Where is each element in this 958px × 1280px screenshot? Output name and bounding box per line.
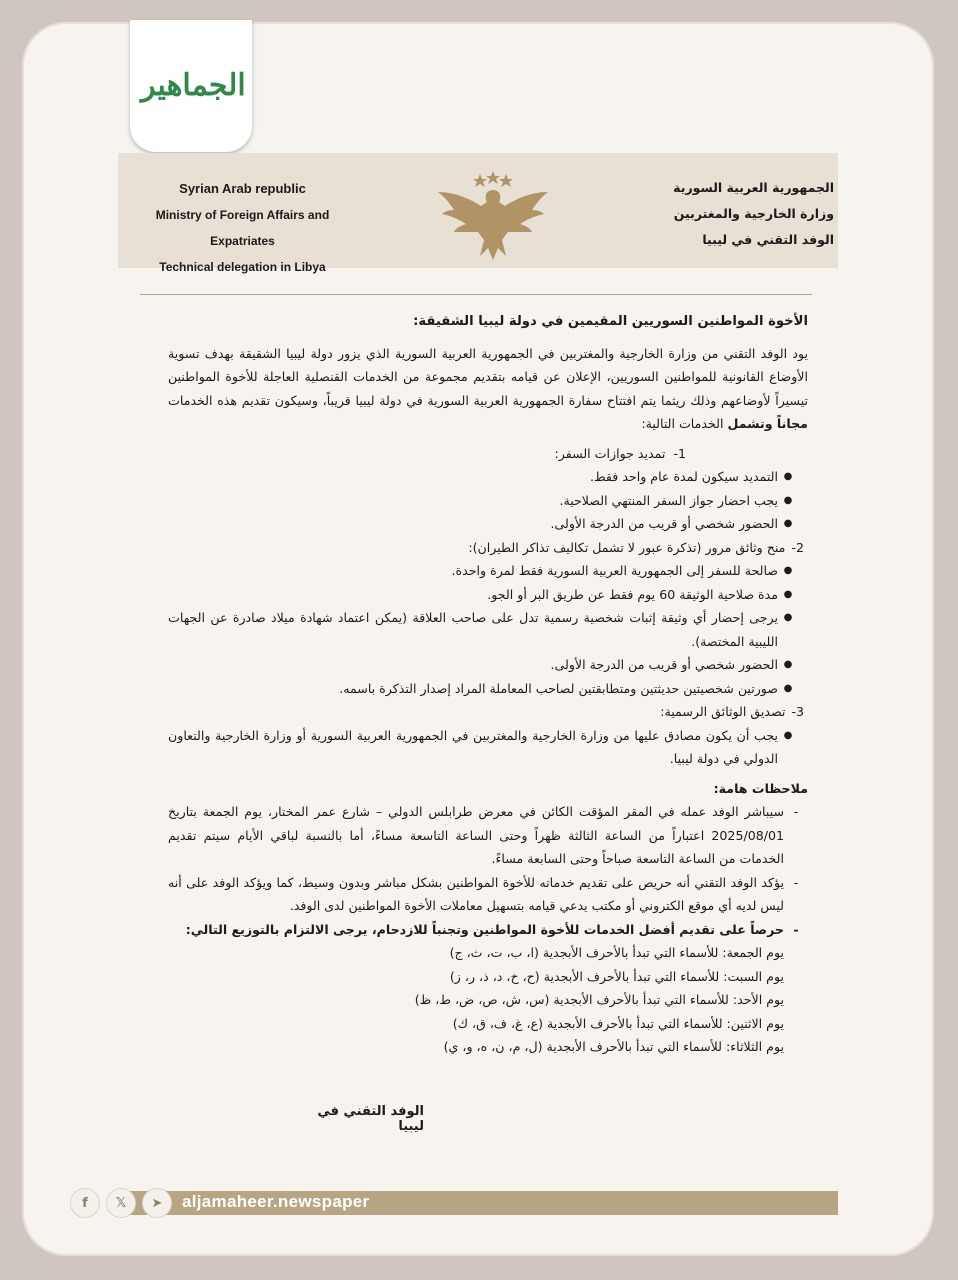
- bullet-icon: ●: [783, 659, 793, 670]
- bullet-icon: ●: [783, 494, 793, 506]
- bullet-text: صورتين شخصيتين حديثتين ومتطابقتين لصاحب المعاملة المراد إصدار التذكرة باسمه.: [339, 680, 778, 696]
- service-item-1: [168, 442, 808, 536]
- eagle-emblem-icon: [434, 170, 552, 262]
- bullet-text: الحضور شخصي أو قريب من الدرجة الأولى.: [550, 516, 778, 531]
- bullet-icon: ●: [783, 518, 793, 529]
- document-body: [168, 310, 808, 1059]
- letterhead-arabic: [634, 175, 834, 253]
- service-title: تمديد جوازات السفر:: [554, 445, 666, 461]
- dash-icon: -: [793, 804, 799, 819]
- letterhead-ar-delegation: الوفد التقني في ليبيا: [702, 232, 834, 247]
- telegram-icon[interactable]: ➤: [142, 1188, 172, 1218]
- dash-icon: -: [793, 874, 799, 890]
- note-text: سيباشر الوفد عمله في المقر المؤقت الكائن في معرض طرابلس الدولي – شارع عمر المختار، يوم الجمعة بتاريخ 2025/08/01 اعتباراً من الساعة الثالثة ظهراً وحتى الساعة التاسعة مساءً، أما بالنسبة لباقي الأيام سيتم تقديم الخدمات من الساعة التاسعة صباحاً وحتى السابعة مساءً.: [168, 804, 784, 866]
- letterhead-en-delegation: Technical delegation in Libya: [159, 260, 326, 274]
- logo-text: الجماهير: [141, 68, 246, 103]
- schedule-day: يوم الاثنين: للأسماء التي تبدأ بالأحرف الأبجدية (ع، غ، ف، ق، ك): [452, 1015, 784, 1031]
- service-item-2: [168, 536, 808, 701]
- social-icons: [70, 1188, 172, 1218]
- bullet-text: مدة صلاحية الوثيقة 60 يوم فقط عن طريق البر أو الجو.: [487, 586, 778, 602]
- schedule-list: [168, 941, 808, 1059]
- note-item: [168, 871, 808, 918]
- intro-end: الخدمات التالية:: [641, 416, 724, 431]
- newspaper-logo: [130, 20, 252, 152]
- letterhead-ar-ministry: وزارة الخارجية والمغتربين: [673, 206, 834, 221]
- signature: الوفد التقني في ليبيا: [317, 1104, 424, 1134]
- schedule-day: يوم السبت: للأسماء التي تبدأ بالأحرف الأبجدية (ح، خ، د، ذ، ر، ز): [449, 968, 784, 984]
- footer-site-name[interactable]: aljamaheer.newspaper: [182, 1192, 370, 1211]
- bullet-icon: ●: [783, 565, 793, 576]
- schedule-day: يوم الأحد: للأسماء التي تبدأ بالأحرف الأبجدية (س، ش، ص، ض، ط، ظ): [414, 992, 784, 1007]
- bullet-icon: ●: [783, 471, 793, 482]
- intro-bold: مجاناً وتشمل: [727, 416, 808, 431]
- bullet-text: يجب احضار جواز السفر المنتهي الصلاحية.: [559, 492, 778, 508]
- letterhead-english: [125, 176, 360, 280]
- schedule-heading: حرصاً على تقديم أفضل الخدمات للأخوة المواطنين وتجنباً للازدحام، يرجى الالتزام بالتوزيع التالي:: [185, 921, 784, 937]
- bullet-icon: ●: [783, 612, 793, 623]
- note-text: يؤكد الوفد التقني أنه حريص على تقديم خدماته للأخوة المواطنين بشكل مباشر وبدون وسيط، كما ويؤكد الوفد على أنه ليس لديه أي موقع الكتروني أو مكتب يدعي قيامه بتسهيل معاملات الأخوة المواطنين لدى الوفد.: [168, 874, 784, 913]
- salutation: الأخوة المواطنين السوريين المقيمين في دولة ليبيا الشقيقة:: [413, 314, 808, 329]
- intro-text: يود الوفد التقني من وزارة الخارجية والمغتربين في الجمهورية العربية السورية الذي يزور دولة ليبيا الشقيقة بهدف تسوية الأوضاع القانونية للمواطنين السوريين، الإعلان عن قيامه بتقديم مجموعة من الخدمات القنصلية العاجلة للأخوة المواطنين تيسيراً لأوضاعهم وذلك ريثما يتم افتتاح سفارة الجمهورية العربية السورية في دولة ليبيا قريباً، وسيكون تقديم هذه الخدمات: [168, 345, 808, 408]
- service-item-3: [168, 700, 808, 771]
- bullet-text: يرجى إحضار أي وثيقة إثبات شخصية رسمية تدل على صاحب العلاقة (يمكن اعتماد شهادة ميلاد صادرة عن الجهات الليبية المختصة).: [168, 610, 778, 649]
- letterhead-en-country: Syrian Arab republic: [179, 181, 306, 196]
- facebook-icon[interactable]: f: [70, 1188, 100, 1218]
- bullet-text: صالحة للسفر إلى الجمهورية العربية السورية فقط لمرة واحدة.: [451, 563, 778, 578]
- intro-paragraph: [168, 342, 808, 436]
- bullet-icon: ●: [783, 682, 793, 694]
- bullet-icon: ●: [783, 729, 793, 741]
- services-list: [168, 442, 808, 771]
- notes-heading: ملاحظات هامة:: [713, 780, 808, 796]
- bullet-text: يجب أن يكون مصادق عليها من وزارة الخارجية والمغتربين في الجمهورية العربية السورية أو وزارة الخارجية والتعاون الدولي في دولة ليبيا.: [168, 727, 778, 766]
- service-num: 3-: [791, 704, 804, 719]
- service-title: منح وثائق مرور (تذكرة عبور لا تشمل تكاليف تذاكر الطيران):: [468, 539, 786, 555]
- service-num: 2-: [791, 539, 804, 555]
- bullet-text: التمديد سيكون لمدة عام واحد فقط.: [589, 469, 778, 484]
- service-title: تصديق الوثائق الرسمية:: [660, 704, 786, 719]
- note-item: [168, 918, 808, 942]
- bullet-text: الحضور شخصي أو قريب من الدرجة الأولى.: [550, 657, 778, 672]
- header-divider: [140, 294, 812, 295]
- x-icon[interactable]: 𝕏: [106, 1188, 136, 1218]
- letterhead-ar-country: الجمهورية العربية السورية: [673, 180, 834, 195]
- letterhead-en-ministry: Ministry of Foreign Affairs and Expatriates: [155, 208, 330, 248]
- dash-icon: -: [793, 921, 799, 937]
- bullet-icon: ●: [783, 588, 793, 600]
- service-num: 1-: [673, 445, 686, 461]
- note-item: [168, 800, 808, 871]
- schedule-day: يوم الجمعة: للأسماء التي تبدأ بالأحرف الأبجدية (ا، ب، ت، ث، ج): [449, 945, 784, 960]
- schedule-day: يوم الثلاثاء: للأسماء التي تبدأ بالأحرف الأبجدية (ل، م، ن، ه، و، ي): [443, 1039, 784, 1054]
